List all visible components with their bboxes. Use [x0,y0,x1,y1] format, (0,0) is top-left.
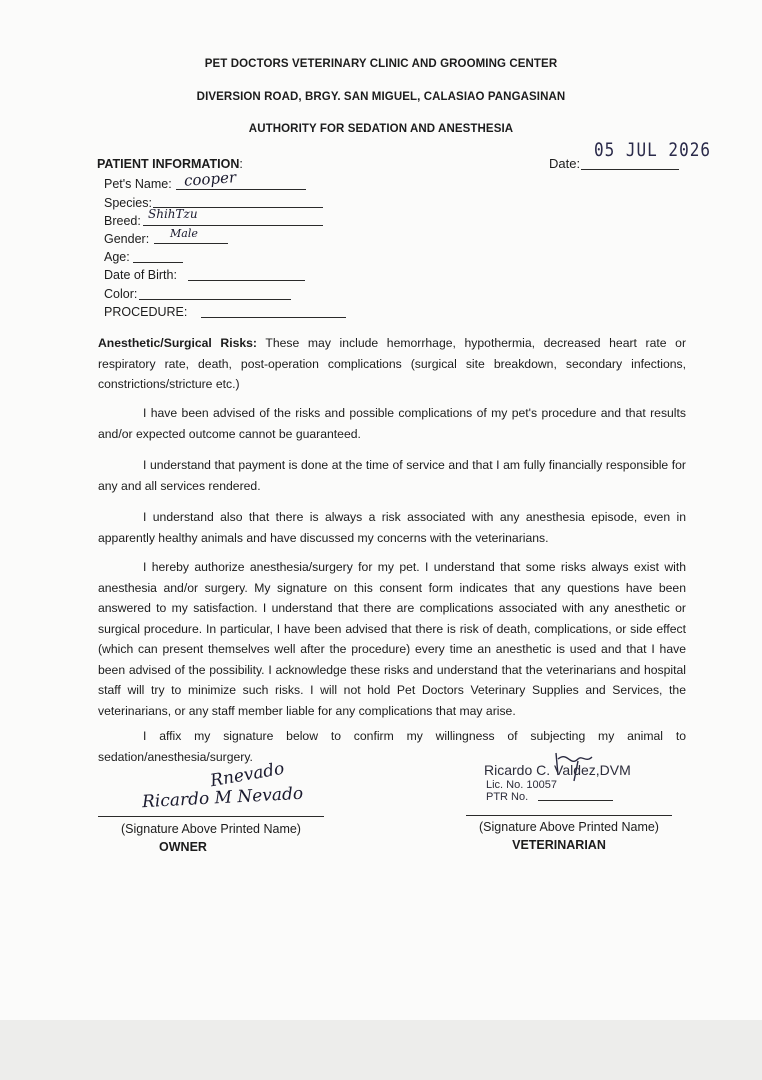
date-line [581,169,679,170]
field-gender-value: Male [170,227,198,240]
owner-signature-caption: (Signature Above Printed Name) [121,822,301,836]
owner-signature-handwritten-1: Rnevado [208,758,286,792]
field-age-line [133,262,183,263]
paragraph-authorize: I hereby authorize anesthesia/surgery for my pet. I understand that some risks always exist with anesthesia and/or surgery. My signature on this consent form indicates that any questions have been answered to my satisfaction. I understand that there are complications associated with any anesthetic or surgical procedure. In particular, I have been advised that there is risk of death, complications, or side effect (which can present themselves well after the procedure) every time an anesthetic is used and that I have been advised of the possibility. I acknowledge these risks and understand that the veterinarians and hospital staff will try to minimize such risks. I will not hold Pet Doctors Veterinary Supplies and Services, the veterinarians, or any staff member liable for any complications that may arise. [98,560,686,718]
risks-paragraph: Anesthetic/Surgical Risks: These may include hemorrhage, hypothermia, decreased heart rate or respiratory rate, death, post-operation complications (surgical site breakdown, secondary infections, constrictions/stricture etc.) [98,336,687,391]
scan-bottom-margin [0,1020,762,1080]
vet-role: VETERINARIAN [512,838,606,852]
date-label: Date: [549,156,581,171]
vet-signature-caption: (Signature Above Printed Name) [479,820,659,834]
field-color-label: Color: [104,287,138,301]
field-age-label: Age: [104,250,130,264]
clinic-address: DIVERSION ROAD, BRGY. SAN MIGUEL, CALASIAO PANGASINAN [196,91,566,103]
field-procedure-line [201,317,346,318]
vet-name: Ricardo C. Valdez,DVM [484,762,631,778]
field-color-line [139,299,291,300]
field-breed-label: Breed: [104,214,141,228]
owner-signature-handwritten-2: Ricardo M Nevado [141,783,304,813]
field-pet-name-value: cooper [183,168,237,190]
field-procedure-label: PROCEDURE: [104,305,188,319]
vet-ptr-line [538,800,613,801]
field-dob-label: Date of Birth: [104,268,177,282]
vet-signature-line [466,815,672,816]
form-title: AUTHORITY FOR SEDATION AND ANESTHESIA [248,123,514,135]
vet-ptr-label: PTR No. [486,791,529,803]
field-breed-value: ShihTzu [148,207,198,221]
field-gender-line [154,243,228,244]
owner-signature-line [98,816,324,817]
field-gender-label: Gender: [104,232,150,246]
field-pet-name-line [176,189,306,190]
clinic-name: PET DOCTORS VETERINARY CLINIC AND GROOMING CENTER [204,58,558,70]
owner-role: OWNER [159,840,207,854]
vet-license: Lic. No. 10057 [486,779,557,791]
patient-info-title: PATIENT INFORMATION: [97,157,243,171]
field-pet-name-label: Pet's Name: [104,177,172,191]
field-dob-line [188,280,305,281]
paragraph-payment: I understand that payment is done at the time of service and that I am fully financially responsible for any and all services rendered. [98,458,686,493]
paragraph-affix: I affix my signature below to confirm my willingness of subjecting my animal to sedation/anesthesia/surgery. [98,729,686,764]
paragraph-advised: I have been advised of the risks and possible complications of my pet's procedure and that results and/or expected outcome cannot be guaranteed. [98,406,686,441]
paragraph-risk: I understand also that there is always a risk associated with any anesthesia episode, even in apparently healthy animals and have discussed my concerns with the veterinarians. [98,510,686,545]
field-species-label: Species: [104,196,152,210]
field-breed-line [143,225,323,226]
date-stamp: 05 JUL 2026 [594,138,711,161]
